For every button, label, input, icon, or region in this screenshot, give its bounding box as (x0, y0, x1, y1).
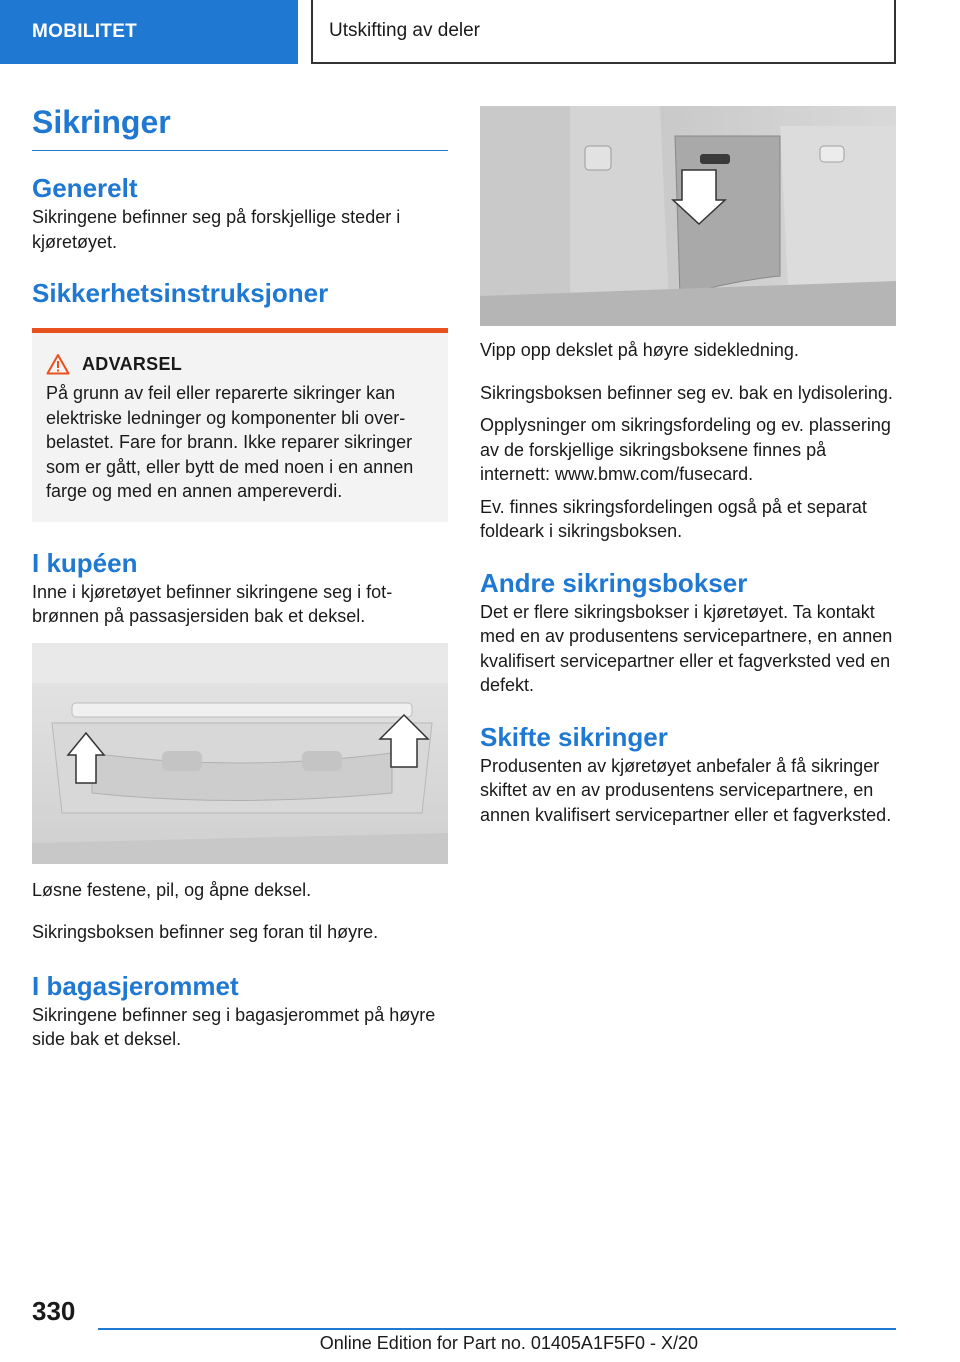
footer-edition: Online Edition for Part no. 01405A1F5F0 - X/20 (319, 1333, 698, 1353)
right-column (480, 106, 896, 827)
warning-triangle-icon (46, 353, 70, 375)
trunk-text: Sikringene befinner seg i bagasjerommet på høyre side bak et deksel. (32, 1004, 436, 1049)
trunk-cover-photo (480, 106, 896, 326)
replace-fuses-text: Produsenten av kjøretøyet anbefaler å få sikringer skiftet av en av produsentens servicepartnere, en annen kvalifisert servicepartner eller et fagverksted. (480, 755, 892, 825)
footer-rule (98, 1328, 896, 1330)
chapter-label: Utskifting av deler (329, 20, 481, 41)
section-tab (0, 0, 298, 64)
footwell-cover-photo (32, 643, 448, 864)
heading-other-fuseboxes: Andre sikringsbokser (480, 567, 748, 598)
trunk-caption: Vipp opp dekslet på høyre sidekledning. (480, 340, 799, 360)
left-column (32, 100, 448, 1052)
page-title: Sikringer (32, 100, 448, 151)
trunk-paragraph-1: Sikringsboksen befinner seg ev. bak en lydisolering. (480, 382, 893, 403)
trunk-paragraph-3: Ev. finnes sikringsfordelingen også på et separat foldeark i sikringsboksen. (480, 496, 867, 541)
heading-safety: Sikkerhetsinstruksjoner (32, 278, 329, 308)
warning-label: ADVARSEL (82, 353, 183, 374)
warning-text: På grunn av feil eller reparerte sikringer kan elektriske ledninger og komponenter bli overbelastet. Fare for brann. Ikke reparer sikringer som er gått, eller bytt de med noen i en annen farge og med en annen ampereverdi. (46, 383, 414, 501)
heading-general: Generelt (32, 173, 138, 203)
chapter-tab (311, 0, 896, 64)
cabin-caption-1: Løsne festene, pil, og åpne deksel. (32, 879, 312, 900)
cabin-caption-2: Sikringsboksen befinner seg foran til høyre. (32, 922, 379, 942)
general-text: Sikringene befinner seg på forskjellige steder i kjøretøyet. (32, 207, 401, 252)
heading-cabin: I kupéen (32, 547, 138, 578)
heading-replace-fuses: Skifte sikringer (480, 721, 668, 752)
cabin-text: Inne i kjøretøyet befinner sikringene seg i fotbrønnen på passasjersiden bak et deksel. (32, 581, 393, 626)
heading-trunk: I bagasjerommet (32, 970, 239, 1001)
other-fuseboxes-text: Det er flere sikringsbokser i kjøretøyet. Ta kontakt med en av produsentens servicepartnere, en annen kvalifisert servicepartner eller et fagverksted ved en defekt. (480, 601, 893, 695)
page-number: 330 (32, 1296, 76, 1326)
section-label: MOBILITET (32, 21, 138, 42)
trunk-paragraph-2: Opplysninger om sikringsfordeling og ev. plassering av de forskjellige sikringsboksene finnes på internett: www.bmw.com/fusecard. (480, 415, 891, 484)
warning-box (32, 328, 448, 522)
